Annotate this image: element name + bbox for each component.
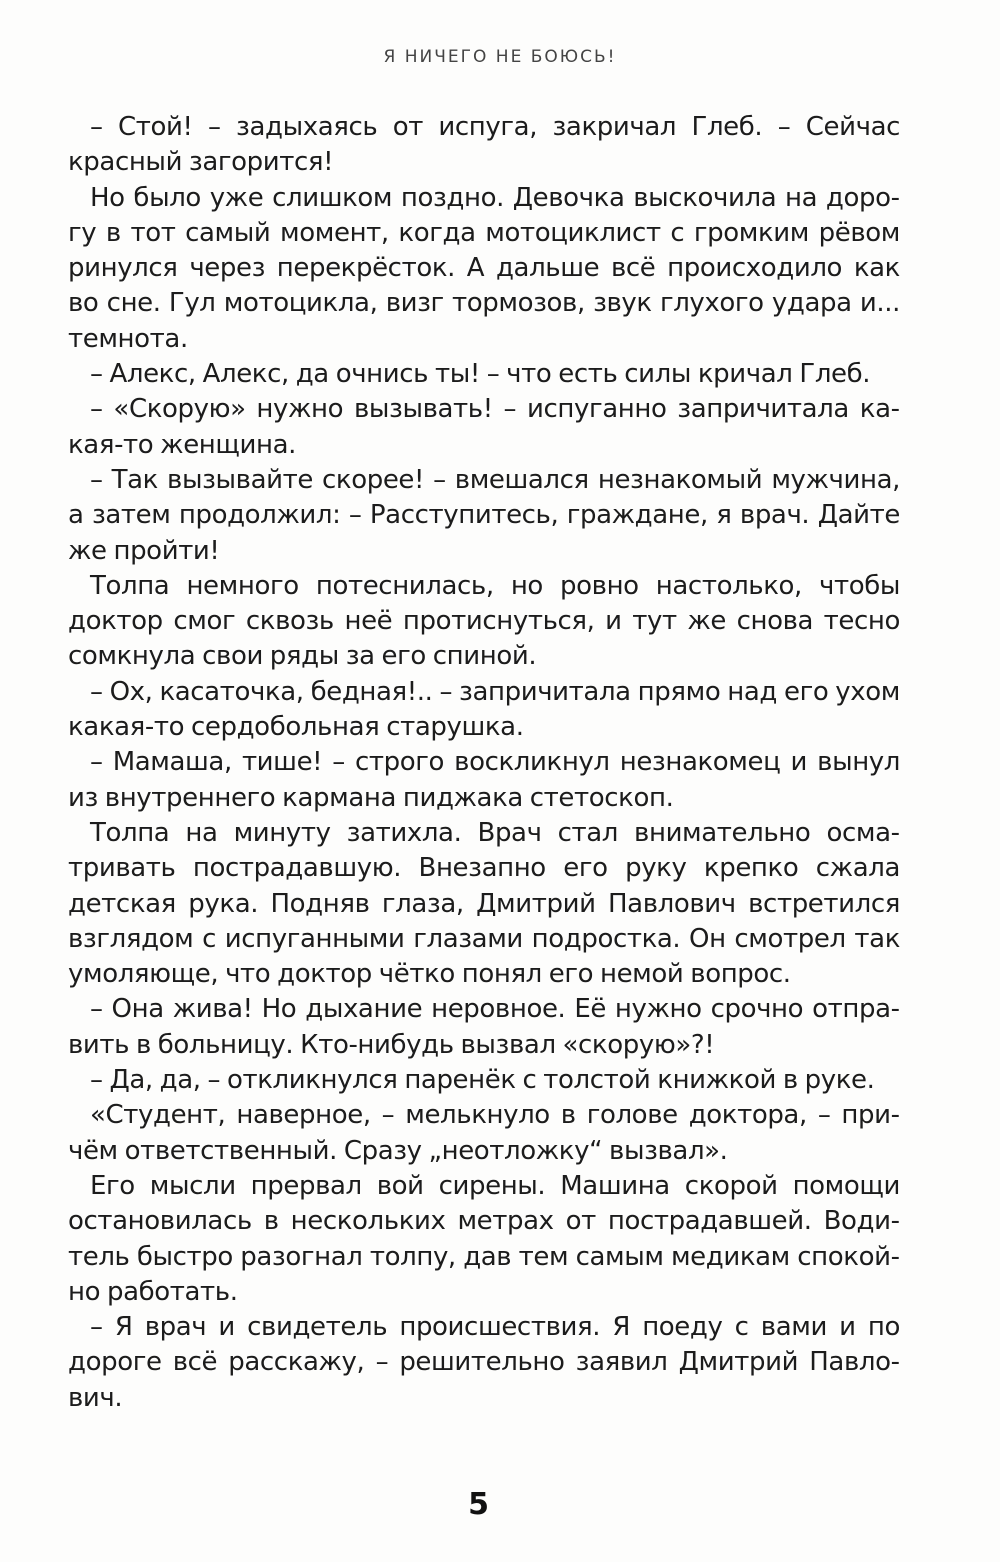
- paragraph-12: «Студент, наверное, – мелькнуло в голове доктора, – причём ответственный. Сразу „неотложку“ вызвал».: [68, 1100, 900, 1166]
- paragraph-2: Но было уже слишком поздно. Девочка выскочила на дорогу в тот самый момент, когда мотоциклист с громким рёвом ринулся через перекрёсток. А дальше всё происходило как во сне. Гул мотоцикла, визг тормозов, звук глухого удара и... темнота.: [68, 182, 900, 354]
- paragraph-9: Толпа на минуту затихла. Врач стал внимательно осматривать пострадавшую. Внезапно его руку крепко сжала детская рука. Подняв глаза, Дмитрий Павлович встретился взглядом с испуганными глазами подростка. Он смотрел так умоляюще, что доктор чётко понял его немой вопрос.: [68, 817, 900, 990]
- running-head: Я НИЧЕГО НЕ БОЮСЬ!: [383, 47, 617, 67]
- paragraph-14: – Я врач и свидетель происшествия. Я поеду с вами и по дороге всё расскажу, – решительно заявил Дмитрий Павлович.: [68, 1312, 900, 1413]
- paragraph-4: – «Скорую» нужно вызывать! – испуганно запричитала какая-то женщина.: [68, 394, 900, 460]
- paragraph-7: – Ох, касаточка, бедная!.. – запричитала прямо над его ухом какая-то сердобольная старушка.: [68, 676, 900, 743]
- body-text: [68, 110, 900, 1416]
- paragraph-5: – Так вызывайте скорее! – вмешался незнакомый мужчина, а затем продолжил: – Расступитесь, граждане, я врач. Дайте же пройти!: [68, 464, 900, 566]
- paragraph-13: Его мысли прервал вой сирены. Машина скорой помощи остановилась в нескольких метрах от пострадавшей. Водитель быстро разогнал толпу, дав тем самым медикам спокойно работать.: [68, 1170, 900, 1307]
- page-number: 5: [468, 1487, 489, 1522]
- paragraph-8: – Мамаша, тише! – строго воскликнул незнакомец и вынул из внутреннего кармана пиджака стетоскоп.: [68, 747, 900, 813]
- paragraph-11: – Да, да, – откликнулся паренёк с толстой книжкой в руке.: [90, 1065, 875, 1096]
- paragraph-6: Толпа немного потеснилась, но ровно настолько, чтобы доктор смог сквозь неё протиснуться, и тут же снова тесно сомкнула свои ряды за его спиной.: [68, 570, 900, 672]
- paragraph-3: – Алекс, Алекс, да очнись ты! – что есть силы кричал Глеб.: [90, 359, 871, 390]
- paragraph-10: – Она жива! Но дыхание неровное. Её нужно срочно отправить в больницу. Кто-нибудь вызвал «скорую»?!: [68, 994, 900, 1060]
- paragraph-1: – Стой! – задыхаясь от испуга, закричал Глеб. – Сейчас красный загорится!: [68, 112, 900, 178]
